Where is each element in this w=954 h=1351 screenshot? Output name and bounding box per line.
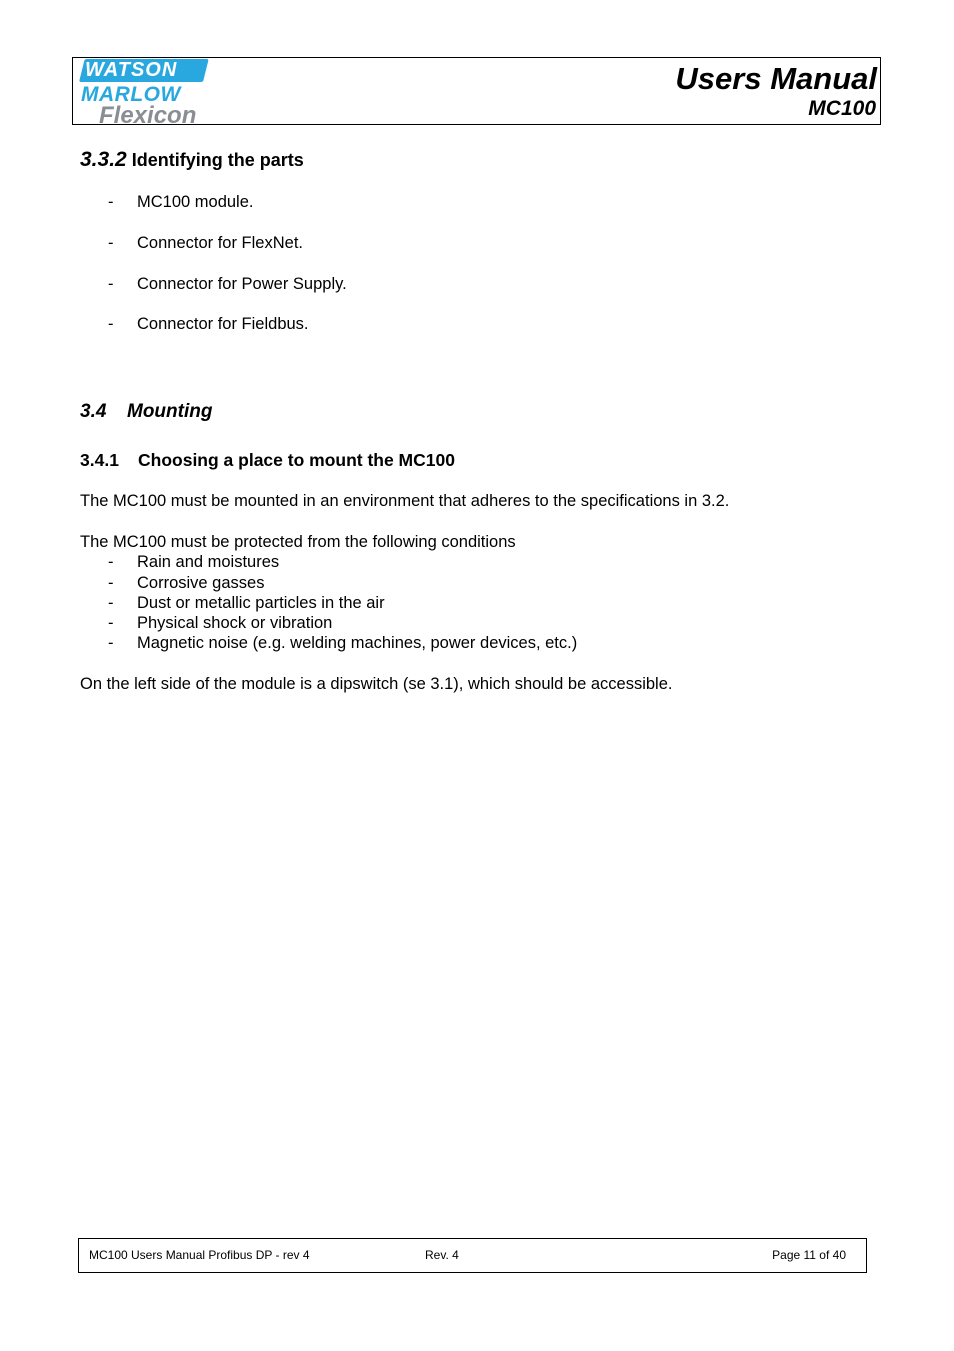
list-item-text: Rain and moistures bbox=[137, 553, 280, 571]
list-item-text: MC100 module. bbox=[137, 193, 254, 211]
page-header bbox=[72, 57, 881, 129]
section-title: Mounting bbox=[127, 401, 213, 422]
list-bullet: - bbox=[108, 574, 114, 592]
page-footer bbox=[78, 1238, 867, 1273]
list-item-text: Connector for FlexNet. bbox=[137, 234, 303, 252]
paragraph: The MC100 must be mounted in an environment that adheres to the specifications in 3.2. bbox=[80, 492, 730, 510]
list-item-text: Connector for Power Supply. bbox=[137, 275, 347, 293]
logo-line-watson: WATSON bbox=[85, 59, 178, 81]
paragraph: On the left side of the module is a dipswitch (se 3.1), which should be accessible. bbox=[80, 675, 673, 693]
list-bullet: - bbox=[108, 634, 114, 652]
paragraph: The MC100 must be protected from the following conditions bbox=[80, 533, 516, 551]
section-heading-3-3-2 bbox=[80, 146, 304, 174]
list-bullet: - bbox=[108, 234, 114, 252]
list-bullet: - bbox=[108, 553, 114, 571]
watson-marlow-flexicon-logo bbox=[79, 59, 219, 129]
section-title: Identifying the parts bbox=[131, 150, 304, 170]
document-subtitle: MC100 bbox=[808, 97, 876, 120]
logo-line-marlow: MARLOW bbox=[81, 83, 181, 106]
section-heading-3-4-1 bbox=[80, 449, 455, 471]
document-title: Users Manual bbox=[675, 61, 877, 96]
footer-revision: Rev. 4 bbox=[425, 1248, 459, 1262]
list-item-text: Physical shock or vibration bbox=[137, 614, 333, 632]
list-bullet: - bbox=[108, 193, 114, 211]
list-item-text: Connector for Fieldbus. bbox=[137, 315, 309, 333]
section-number: 3.3.2 bbox=[80, 148, 127, 171]
footer-page-number: Page 11 of 40 bbox=[772, 1248, 846, 1262]
list-item-text: Dust or metallic particles in the air bbox=[137, 594, 385, 612]
footer-document-name: MC100 Users Manual Profibus DP - rev 4 bbox=[89, 1248, 310, 1262]
list-bullet: - bbox=[108, 594, 114, 612]
section-title: Choosing a place to mount the MC100 bbox=[138, 450, 455, 470]
list-bullet: - bbox=[108, 614, 114, 632]
list-item-text: Corrosive gasses bbox=[137, 574, 265, 592]
logo-line-flexicon: Flexicon bbox=[99, 102, 197, 129]
list-bullet: - bbox=[108, 315, 114, 333]
list-item-text: Magnetic noise (e.g. welding machines, power devices, etc.) bbox=[137, 634, 578, 652]
section-number: 3.4.1 bbox=[80, 450, 119, 470]
section-number: 3.4 bbox=[80, 401, 107, 422]
section-heading-3-4 bbox=[80, 398, 212, 426]
list-bullet: - bbox=[108, 275, 114, 293]
